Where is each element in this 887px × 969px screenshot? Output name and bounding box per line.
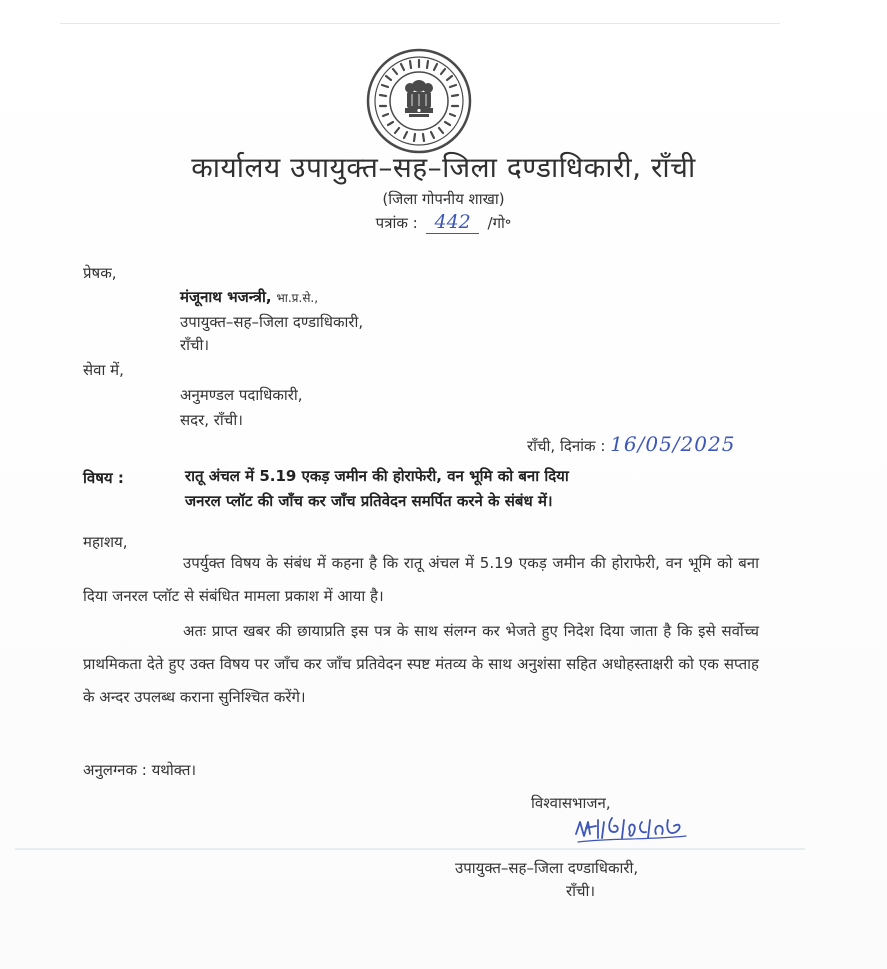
reference-label: पत्रांक : [375, 214, 418, 232]
sender-label: प्रेषक, [83, 264, 117, 282]
reference-number: 442 [426, 211, 478, 234]
subject-label: विषय : [83, 469, 124, 487]
closing-salutation: विश्वासभाजन, [531, 794, 611, 812]
sender-city: राँची। [180, 336, 210, 354]
recipient-location: सदर, राँची। [180, 411, 243, 429]
reference-suffix: /गो॰ [487, 214, 512, 232]
recipient-designation: अनुमण्डल पदाधिकारी, [180, 386, 303, 404]
body-paragraph-1: उपर्युक्त विषय के संबंध में कहना है कि रातू अंचल में 5.19 एकड़ जमीन की होराफेरी, वन भूमि को बना दिया जनरल प्लॉट से संबंधित मामला प्रकाश में आया है। [83, 554, 759, 605]
signer-designation: उपायुक्त–सह–जिला दण्डाधिकारी, [455, 859, 639, 877]
top-divider [60, 23, 780, 24]
office-title: कार्यालय उपायुक्त–सह–जिला दण्डाधिकारी, राँची [191, 151, 696, 184]
date-label: राँची, दिनांक : [527, 437, 606, 455]
state-emblem-icon [366, 48, 472, 154]
sender-designation: उपायुक्त–सह–जिला दण्डाधिकारी, [180, 313, 364, 331]
subject-line-1: रातू अंचल में 5.19 एकड़ जमीन की होराफेरी, वन भूमि को बना दिया [185, 467, 569, 485]
signer-city: राँची। [566, 882, 596, 900]
sender-name: मंजूनाथ भजन्त्री, [180, 288, 272, 306]
salutation: महाशय, [83, 533, 128, 551]
reference-line [0, 211, 887, 234]
body-paragraph-2: अतः प्राप्त खबर की छायाप्रति इस पत्र के साथ संलग्न कर भेजते हुए निदेश दिया जाता है कि इसे सर्वोच्च प्राथमिकता देते हुए उक्त विषय पर जाँच कर जाँच प्रतिवेदन स्पष्ट मंतव्य के साथ अनुशंसा सहित अधोहस्ताक्षरी को एक सप्ताह के अन्दर उपलब्ध कराना सुनिश्चित करेंगे। [83, 622, 759, 706]
sender-service: भा.प्र.से., [276, 291, 319, 305]
enclosure-note: अनुलग्नक : यथोक्त। [83, 761, 197, 779]
handwritten-signature [568, 812, 698, 850]
subject-line-2: जनरल प्लॉट की जाँच कर जाँच प्रतिवेदन समर्पित करने के संबंध में। [185, 492, 553, 510]
branch-name: (जिला गोपनीय शाखा) [382, 190, 505, 208]
bottom-divider [15, 848, 805, 850]
sender-name-line [180, 287, 318, 307]
recipient-label: सेवा में, [83, 361, 124, 379]
date-line [527, 432, 735, 456]
date-value: 16/05/2025 [610, 432, 736, 456]
